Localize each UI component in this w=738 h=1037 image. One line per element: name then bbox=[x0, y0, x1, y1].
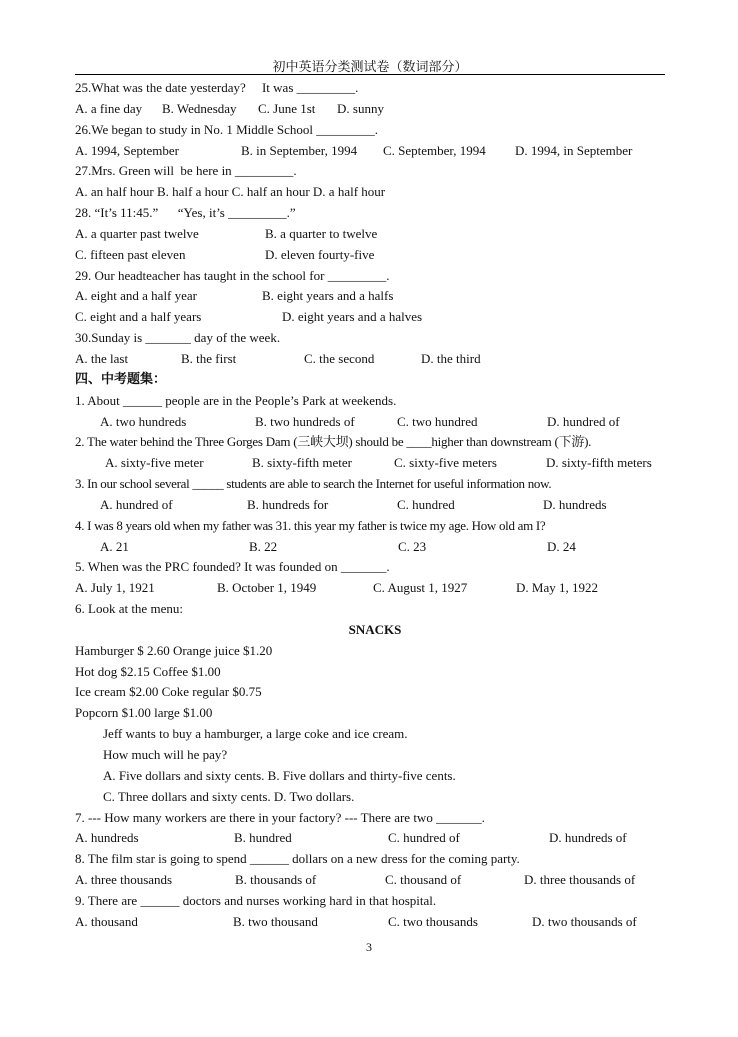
section-title: 四、中考题集： bbox=[75, 371, 167, 387]
option-a: A. the last bbox=[75, 350, 129, 366]
header-rule bbox=[75, 74, 665, 75]
question-options bbox=[75, 453, 675, 474]
option-c: C. August 1, 1927 bbox=[373, 580, 468, 596]
question-stem: 7. --- How many workers are there in your factory? --- There are two _______. bbox=[75, 809, 485, 825]
question-stem: 25.What was the date yesterday? It was _________. bbox=[75, 80, 359, 95]
question-options bbox=[75, 495, 675, 516]
option-a: A. eight and a half year bbox=[75, 288, 198, 304]
menu-item: Popcorn $1.00 large $1.00 bbox=[75, 705, 213, 721]
option-d: D. sixty-fifth meters bbox=[546, 455, 652, 471]
question-options bbox=[75, 870, 675, 891]
question-stem: 26.We began to study in No. 1 Middle School _________. bbox=[75, 121, 378, 137]
option-b: B. sixty-fifth meter bbox=[252, 455, 353, 471]
option-a: A. July 1, 1921 bbox=[75, 580, 155, 596]
option-c: C. the second bbox=[304, 350, 375, 366]
question-stem: 3. In our school several _____ students are able to search the Internet for useful information now. bbox=[75, 476, 552, 492]
option-b: B. October 1, 1949 bbox=[217, 580, 317, 596]
menu-title: SNACKS bbox=[348, 621, 402, 637]
question-stem: 1. About ______ people are in the People’s Park at weekends. bbox=[75, 392, 397, 408]
option-d: D. the third bbox=[421, 350, 481, 366]
option-a: A. a fine day bbox=[75, 100, 143, 116]
question-options bbox=[75, 912, 675, 933]
question-text: How much will he pay? bbox=[103, 747, 228, 762]
option-d: D. hundred of bbox=[547, 413, 620, 429]
question-stem: 9. There are ______ doctors and nurses working hard in that hospital. bbox=[75, 892, 437, 908]
question-options bbox=[75, 412, 675, 433]
option-c: C. eight and a half years bbox=[75, 309, 202, 325]
menu-item: Hot dog $2.15 Coffee $1.00 bbox=[75, 663, 221, 679]
question-options bbox=[75, 286, 675, 307]
option-a: A. hundred of bbox=[100, 496, 173, 512]
option-c: C. sixty-five meters bbox=[394, 455, 497, 471]
question-stem: 4. I was 8 years old when my father was 31. this year my father is twice my age. How old am I? bbox=[75, 517, 546, 533]
question-text: Jeff wants to buy a hamburger, a large coke and ice cream. bbox=[103, 726, 408, 742]
question-stem: 30.Sunday is _______ day of the week. bbox=[75, 330, 281, 346]
option-b: B. two hundreds of bbox=[255, 413, 355, 429]
option-b: B. 22 bbox=[249, 538, 278, 554]
question-stem: 8. The film star is going to spend ______ dollars on a new dress for the coming party. bbox=[75, 851, 520, 867]
option-b: B. in September, 1994 bbox=[241, 142, 358, 158]
option-b: B. two thousand bbox=[233, 913, 318, 929]
option-b: B. a quarter to twelve bbox=[265, 225, 378, 241]
question-stem: 29. Our headteacher has taught in the school for _________. bbox=[75, 267, 390, 283]
option-b: B. eight years and a halfs bbox=[262, 288, 394, 304]
question-stem: 28. “It’s 11:45.” “Yes, it’s _________.” bbox=[75, 205, 296, 221]
question-options bbox=[75, 224, 675, 245]
question-options bbox=[75, 537, 675, 558]
option-b: B. hundred bbox=[234, 830, 292, 846]
option-a: A. 21 bbox=[100, 538, 129, 554]
option-d: D. two thousands of bbox=[532, 913, 637, 929]
option-c: C. hundred of bbox=[388, 830, 460, 846]
option-d: D. hundreds of bbox=[549, 830, 627, 846]
option-b: B. the first bbox=[181, 350, 237, 366]
option-d: D. May 1, 1922 bbox=[516, 580, 598, 596]
option-a: A. three thousands bbox=[75, 872, 173, 888]
option-d: D. 24 bbox=[547, 538, 576, 554]
option-a: A. hundreds bbox=[75, 830, 139, 846]
question-options bbox=[75, 578, 675, 599]
question-options bbox=[75, 245, 675, 266]
option-c: C. two thousands bbox=[388, 913, 478, 929]
question-stem: 6. Look at the menu: bbox=[75, 601, 183, 617]
option-b: B. thousands of bbox=[235, 872, 317, 888]
option-a: A. thousand bbox=[75, 913, 138, 929]
option-c: C. June 1st bbox=[258, 100, 316, 116]
option-d: D. three thousands of bbox=[524, 872, 636, 888]
option-c: C. 23 bbox=[398, 538, 427, 554]
menu-item: Ice cream $2.00 Coke regular $0.75 bbox=[75, 684, 262, 700]
question-options bbox=[75, 349, 675, 370]
question-options bbox=[75, 828, 675, 849]
option-a: A. 1994, September bbox=[75, 142, 179, 158]
question-options: A. an half hour B. half a hour C. half an hour D. a half hour bbox=[75, 184, 386, 200]
option-b: B. Wednesday bbox=[162, 100, 237, 116]
option-d: D. 1994, in September bbox=[515, 142, 633, 158]
menu-item: Hamburger $ 2.60 Orange juice $1.20 bbox=[75, 642, 273, 658]
option-d: D. eleven fourty-five bbox=[265, 246, 375, 262]
option-b: B. hundreds for bbox=[247, 496, 329, 512]
question-options bbox=[75, 307, 675, 328]
option-a: A. a quarter past twelve bbox=[75, 225, 199, 241]
question-options: C. Three dollars and sixty cents. D. Two dollars. bbox=[103, 788, 355, 804]
question-stem: 27.Mrs. Green will be here in _________. bbox=[75, 163, 297, 179]
page-header: 初中英语分类测试卷（数词部分） bbox=[272, 60, 468, 75]
exam-content bbox=[75, 78, 675, 933]
question-options: A. Five dollars and sixty cents. B. Five dollars and thirty-five cents. bbox=[103, 767, 456, 783]
option-c: C. September, 1994 bbox=[383, 142, 486, 158]
question-stem: 2. The water behind the Three Gorges Dam (三峡大坝) should be ____higher than downstream (下游). bbox=[75, 434, 592, 450]
option-c: C. two hundred bbox=[397, 413, 478, 429]
option-c: C. fifteen past eleven bbox=[75, 246, 186, 262]
option-d: D. hundreds bbox=[543, 496, 607, 512]
option-d: D. eight years and a halves bbox=[282, 309, 423, 325]
page-number: 3 bbox=[366, 940, 372, 954]
question-options bbox=[75, 99, 675, 120]
option-a: A. sixty-five meter bbox=[105, 455, 204, 471]
option-c: C. thousand of bbox=[385, 872, 462, 888]
option-a: A. two hundreds bbox=[100, 413, 187, 429]
option-d: D. sunny bbox=[337, 100, 384, 116]
question-stem: 5. When was the PRC founded? It was founded on _______. bbox=[75, 559, 390, 575]
question-options bbox=[75, 141, 675, 162]
option-c: C. hundred bbox=[397, 496, 455, 512]
